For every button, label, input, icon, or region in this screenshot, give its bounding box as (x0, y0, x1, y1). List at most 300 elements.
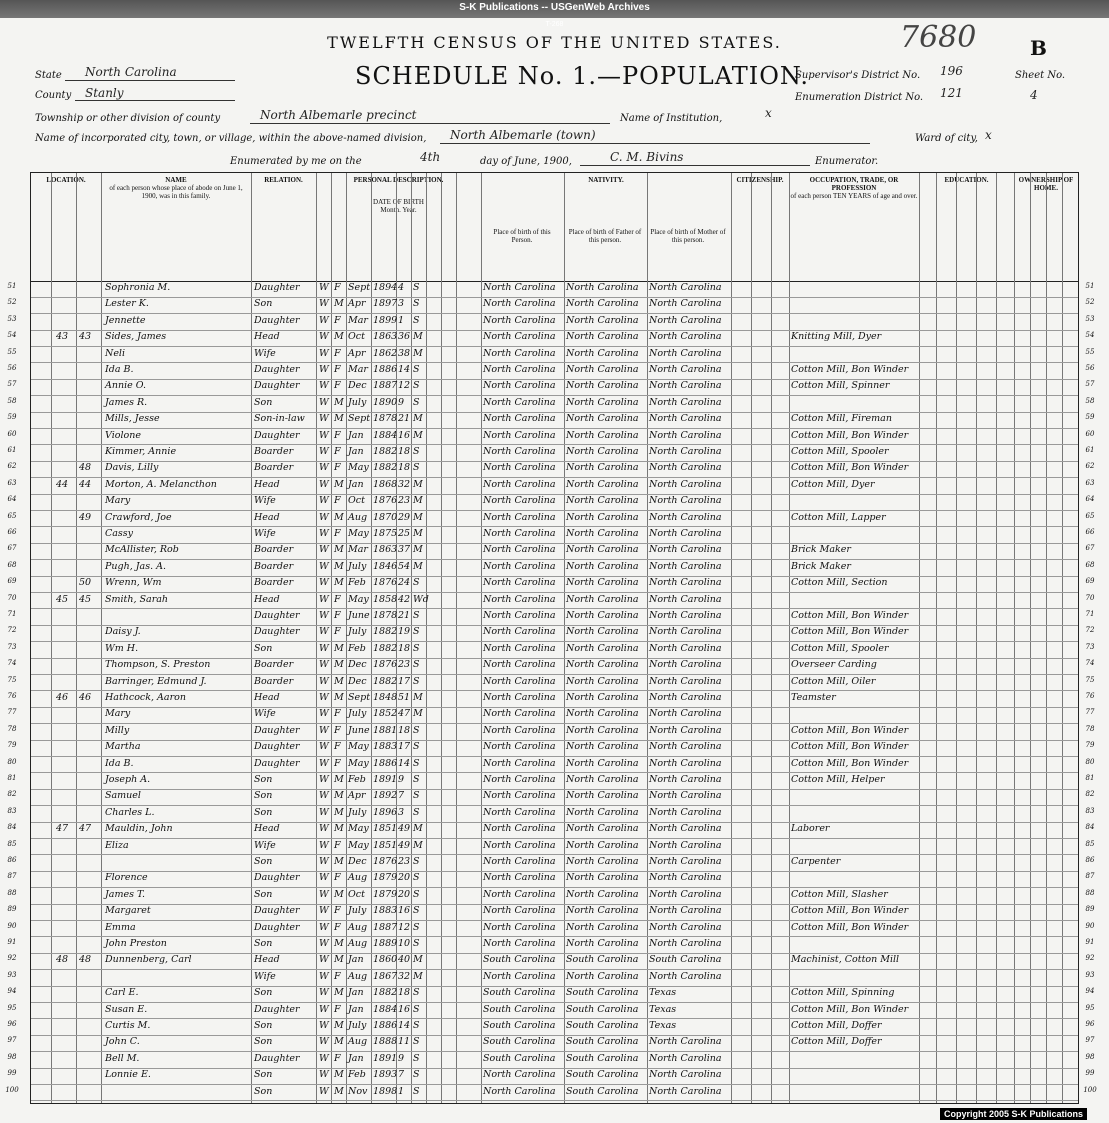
cell-mother: North Carolina (649, 675, 722, 687)
cell-birth: North Carolina (483, 856, 556, 867)
census-table (5, 172, 1097, 1104)
cell-rel: Son (254, 790, 273, 802)
county-value: Stanly (85, 86, 124, 100)
table-row (7, 543, 1095, 560)
cell-month: July (348, 806, 367, 818)
cell-sex: F (334, 495, 341, 507)
cell-mother: North Carolina (649, 478, 722, 490)
cell-mother: North Carolina (649, 544, 722, 556)
cell-sex: F (334, 347, 341, 359)
table-row (7, 953, 1095, 970)
cell-year: 1882 (373, 462, 398, 474)
cell-age: 11 (398, 1036, 411, 1048)
cell-year: 1878 (373, 413, 398, 425)
line-number: 77 (7, 708, 17, 717)
table-row (7, 445, 1095, 462)
cell-race: W (319, 298, 329, 310)
line-number-right: 63 (1085, 478, 1095, 487)
enumerator-label: Enumerator. (815, 156, 879, 167)
cell-name: Smith, Sarah (105, 593, 169, 605)
cell-mother: North Carolina (649, 446, 722, 457)
table-row (7, 1068, 1095, 1085)
cell-year: 1879 (373, 888, 398, 900)
line-number-right: 94 (1085, 987, 1095, 996)
schedule-title: SCHEDULE No. 1.—POPULATION. (355, 62, 809, 90)
cell-rel: Son (254, 856, 273, 867)
line-number-right: 74 (1085, 659, 1095, 668)
cell-name: Kimmer, Annie (105, 446, 177, 457)
line-number: 86 (7, 856, 17, 864)
line-number-right: 65 (1085, 511, 1095, 520)
cell-ms: M (413, 495, 423, 507)
cell-mother: North Carolina (649, 380, 722, 392)
line-number: 56 (7, 364, 17, 372)
city-value: North Albemarle (town) (450, 128, 596, 142)
cell-birth: North Carolina (483, 429, 556, 441)
cell-father: South Carolina (566, 1052, 639, 1064)
cell-year: 1848 (373, 692, 398, 703)
cell-birth: North Carolina (483, 724, 556, 736)
cell-sex: M (334, 774, 344, 785)
table-row (7, 839, 1095, 856)
cell-race: W (319, 380, 329, 392)
cell-ms: M (413, 544, 423, 556)
cell-name: Cassy (105, 528, 134, 539)
cell-birth: North Carolina (483, 544, 556, 556)
cell-mother: North Carolina (649, 659, 722, 671)
line-number: 66 (7, 528, 17, 536)
cell-race: W (319, 495, 329, 507)
cell-rel: Daughter (254, 724, 300, 736)
cell-rel: Daughter (254, 905, 300, 917)
cell-age: 12 (398, 921, 411, 933)
cell-year: 1875 (373, 528, 398, 539)
cell-year: 1892 (373, 790, 398, 802)
cell-dw: 48 (56, 954, 69, 966)
township-value: North Albemarle precinct (260, 108, 417, 122)
col-personal: PERSONAL DESCRIPTION. DATE OF BIRTH Month. Year. (316, 173, 482, 281)
cell-rel: Son (254, 888, 273, 900)
cell-year: 1862 (373, 347, 398, 359)
cell-rel: Son (254, 1020, 273, 1031)
cell-ms: S (413, 282, 420, 293)
cell-ms: M (413, 347, 423, 359)
cell-month: Jan (348, 478, 364, 490)
cell-father: North Carolina (566, 314, 639, 326)
line-number: 87 (7, 872, 17, 881)
cell-mother: North Carolina (649, 839, 722, 851)
cell-sex: M (334, 413, 344, 425)
cell-race: W (319, 413, 329, 425)
cell-month: Dec (348, 659, 367, 671)
cell-father: North Carolina (566, 970, 639, 982)
cell-sex: M (334, 806, 344, 818)
line-number: 51 (7, 282, 17, 290)
line-number-right: 79 (1085, 741, 1095, 750)
cell-name: Eliza (105, 839, 129, 851)
cell-dw: 43 (56, 331, 69, 343)
cell-mother: Texas (649, 1020, 677, 1031)
handwritten-number: 7680 (900, 20, 977, 55)
cell-rel: Son (254, 1036, 273, 1048)
cell-occ: Machinist, Cotton Mill (791, 954, 900, 966)
line-number-right: 81 (1085, 774, 1095, 782)
cell-rel: Daughter (254, 741, 300, 753)
cell-father: North Carolina (566, 708, 639, 720)
cell-year: 1890 (373, 396, 398, 408)
cell-father: South Carolina (566, 1085, 639, 1097)
cell-occ: Cotton Mill, Section (791, 577, 888, 589)
cell-rel: Daughter (254, 872, 300, 884)
cell-race: W (319, 806, 329, 818)
cell-mother: North Carolina (649, 806, 722, 818)
cell-mother: North Carolina (649, 921, 722, 933)
cell-year: 1870 (373, 511, 398, 523)
cell-name: Curtis M. (105, 1020, 151, 1031)
cell-mother: North Carolina (649, 282, 722, 293)
cell-sex: F (334, 282, 341, 293)
line-number-right: 84 (1085, 823, 1095, 832)
table-row (7, 773, 1095, 790)
cell-fam: 48 (79, 954, 92, 966)
state-value: North Carolina (85, 65, 177, 79)
cell-rel: Boarder (254, 560, 294, 572)
cell-father: North Carolina (566, 659, 639, 671)
table-row (7, 921, 1095, 938)
cell-race: W (319, 872, 329, 884)
cell-rel: Head (254, 593, 280, 605)
cell-sex: M (334, 938, 344, 949)
cell-mother: North Carolina (649, 856, 722, 867)
institution-value: x (765, 106, 772, 120)
cell-rel: Head (254, 331, 280, 343)
line-number-right: 72 (1085, 626, 1095, 635)
cell-fam: 48 (79, 462, 92, 474)
cell-rel: Boarder (254, 446, 294, 457)
line-number: 88 (7, 888, 17, 897)
cell-ms: S (413, 659, 420, 671)
cell-month: Oct (348, 495, 365, 507)
cell-birth: North Carolina (483, 298, 556, 310)
cell-occ: Cotton Mill, Bon Winder (791, 462, 909, 474)
line-number: 97 (7, 1036, 17, 1045)
cell-occ: Cotton Mill, Bon Winder (791, 1003, 909, 1015)
cell-birth: North Carolina (483, 1085, 556, 1097)
cell-rel: Son (254, 938, 273, 949)
line-number: 84 (7, 823, 17, 832)
cell-name: Sophronia M. (105, 282, 171, 293)
cell-birth: North Carolina (483, 314, 556, 326)
cell-race: W (319, 724, 329, 736)
col-location: LOCATION. (31, 173, 102, 281)
cell-month: Dec (348, 675, 367, 687)
cell-rel: Son (254, 1085, 273, 1097)
cell-age: 21 (398, 413, 411, 425)
line-number: 99 (7, 1069, 17, 1078)
cell-rel: Head (254, 478, 280, 490)
cell-year: 1894 (373, 282, 398, 293)
cell-mother: Texas (649, 987, 677, 999)
cell-race: W (319, 446, 329, 457)
table-row (7, 379, 1095, 396)
table-row (7, 1052, 1095, 1069)
line-number: 100 (5, 1085, 19, 1094)
cell-race: W (319, 626, 329, 638)
cell-name: John C. (105, 1036, 140, 1048)
cell-mother: North Carolina (649, 790, 722, 802)
cell-name: Joseph A. (105, 774, 151, 785)
cell-father: North Carolina (566, 938, 639, 949)
cell-month: May (348, 839, 369, 851)
line-number: 74 (7, 659, 17, 668)
line-number-right: 51 (1085, 282, 1095, 290)
line-number: 57 (7, 380, 17, 389)
cell-sex: M (334, 1085, 344, 1097)
table-row (7, 297, 1095, 314)
cell-birth: North Carolina (483, 938, 556, 949)
line-number: 75 (7, 675, 17, 684)
line-number-right: 78 (1085, 724, 1095, 733)
cell-year: 1883 (373, 741, 398, 753)
cell-name: John Preston (105, 938, 167, 949)
cell-sex: M (334, 987, 344, 999)
cell-sex: M (334, 544, 344, 556)
cell-race: W (319, 610, 329, 621)
cell-race: W (319, 429, 329, 441)
cell-occ: Cotton Mill, Bon Winder (791, 610, 909, 621)
cell-father: South Carolina (566, 1020, 639, 1031)
cell-sex: M (334, 675, 344, 687)
table-row (7, 625, 1095, 642)
cell-month: Aug (348, 872, 368, 884)
cell-year: 1891 (373, 1052, 398, 1064)
cell-father: North Carolina (566, 593, 639, 605)
cell-ms: S (413, 462, 420, 474)
cell-occ: Cotton Mill, Fireman (791, 413, 892, 425)
cell-sex: F (334, 462, 341, 474)
cell-race: W (319, 528, 329, 539)
cell-father: North Carolina (566, 921, 639, 933)
city-line (440, 143, 870, 144)
cell-birth: North Carolina (483, 478, 556, 490)
banner-sub: T-268 (545, 21, 564, 28)
cell-occ: Cotton Mill, Bon Winder (791, 741, 909, 753)
cell-birth: South Carolina (483, 1052, 556, 1064)
table-row (7, 888, 1095, 905)
cell-sex: F (334, 921, 341, 933)
cell-sex: F (334, 872, 341, 884)
table-row (7, 1003, 1095, 1020)
cell-father: South Carolina (566, 1069, 639, 1081)
cell-sex: F (334, 446, 341, 457)
cell-ms: M (413, 511, 423, 523)
cell-mother: North Carolina (649, 429, 722, 441)
cell-mother: North Carolina (649, 642, 722, 654)
cell-age: 14 (398, 1020, 411, 1031)
table-row (7, 986, 1095, 1003)
cell-birth: North Carolina (483, 839, 556, 851)
line-number: 63 (7, 478, 17, 487)
cell-father: North Carolina (566, 380, 639, 392)
cell-mother: North Carolina (649, 495, 722, 507)
cell-year: 1879 (373, 872, 398, 884)
cell-name: Martha (105, 741, 141, 753)
cell-father: North Carolina (566, 396, 639, 408)
cell-month: Sept (348, 413, 371, 425)
line-number: 76 (7, 692, 17, 700)
cell-fam: 43 (79, 331, 92, 343)
cell-race: W (319, 757, 329, 769)
line-number-right: 71 (1085, 610, 1095, 618)
cell-sex: M (334, 478, 344, 490)
cell-birth: North Carolina (483, 642, 556, 654)
table-row (7, 429, 1095, 446)
cell-sex: F (334, 1052, 341, 1064)
supervisor-label: Supervisor's District No. (795, 70, 921, 81)
cell-ms: S (413, 1052, 420, 1064)
enumerated-day: 4th (420, 150, 441, 164)
cell-race: W (319, 544, 329, 556)
cell-age: 4 (398, 282, 405, 293)
cell-name: Susan E. (105, 1003, 148, 1015)
cell-year: 1884 (373, 429, 398, 441)
cell-father: North Carolina (566, 577, 639, 589)
cell-ms: M (413, 478, 423, 490)
cell-race: W (319, 692, 329, 703)
table-row (7, 855, 1095, 872)
col-education: EDUCATION. (919, 173, 1015, 281)
cell-father: North Carolina (566, 790, 639, 802)
cell-occ: Cotton Mill, Bon Winder (791, 364, 909, 375)
cell-ms: S (413, 724, 420, 736)
cell-month: Jan (348, 1003, 364, 1015)
cell-ms: S (413, 938, 420, 949)
cell-birth: North Carolina (483, 823, 556, 835)
cell-year: 1878 (373, 610, 398, 621)
table-row (7, 281, 1095, 298)
cell-name: James R. (105, 396, 148, 408)
cell-month: July (348, 708, 367, 720)
cell-month: Oct (348, 331, 365, 343)
cell-occ: Cotton Mill, Spooler (791, 642, 889, 654)
cell-age: 9 (398, 774, 405, 785)
cell-name: Violone (105, 429, 141, 441)
cell-ms: M (413, 429, 423, 441)
cell-age: 49 (398, 839, 411, 851)
cell-ms: S (413, 987, 420, 999)
cell-ms: Wd (413, 593, 429, 605)
table-row (7, 822, 1095, 839)
cell-occ: Cotton Mill, Bon Winder (791, 905, 909, 917)
cell-sex: M (334, 331, 344, 343)
table-row (7, 871, 1095, 888)
line-number: 53 (7, 314, 17, 323)
cell-month: Dec (348, 380, 367, 392)
cell-father: South Carolina (566, 1036, 639, 1048)
cell-month: Jan (348, 987, 364, 999)
cell-ms: M (413, 331, 423, 343)
cell-sex: M (334, 298, 344, 310)
cell-birth: North Carolina (483, 364, 556, 375)
cell-year: 1886 (373, 364, 398, 375)
cell-month: May (348, 741, 369, 753)
cell-year: 1889 (373, 938, 398, 949)
cell-occ: Cotton Mill, Spinner (791, 380, 890, 392)
cell-month: Mar (348, 364, 368, 375)
cell-month: Apr (348, 298, 366, 310)
cell-mother: North Carolina (649, 757, 722, 769)
line-number: 73 (7, 642, 17, 651)
line-number-right: 52 (1085, 298, 1095, 307)
cell-year: 1846 (373, 560, 398, 572)
cell-race: W (319, 1036, 329, 1048)
cell-ms: S (413, 856, 420, 867)
cell-father: North Carolina (566, 675, 639, 687)
cell-year: 1882 (373, 642, 398, 654)
township-line (250, 123, 610, 124)
cell-father: North Carolina (566, 757, 639, 769)
cell-race: W (319, 642, 329, 654)
cell-birth: North Carolina (483, 675, 556, 687)
line-number: 89 (7, 905, 17, 914)
line-number-right: 66 (1085, 528, 1095, 536)
cell-ms: S (413, 380, 420, 392)
cell-name: Jennette (105, 314, 146, 326)
cell-year: 1893 (373, 1069, 398, 1081)
line-number-right: 73 (1085, 642, 1095, 651)
line-number: 67 (7, 544, 17, 553)
table-row (7, 691, 1095, 708)
cell-rel: Daughter (254, 1003, 300, 1015)
cell-year: 1898 (373, 1085, 398, 1097)
cell-birth: North Carolina (483, 790, 556, 802)
cell-race: W (319, 921, 329, 933)
township-label: Township or other division of county (35, 113, 221, 124)
cell-year: 1886 (373, 1020, 398, 1031)
cell-mother: North Carolina (649, 692, 722, 703)
table-row (7, 675, 1095, 692)
cell-father: North Carolina (566, 642, 639, 654)
cell-birth: North Carolina (483, 708, 556, 720)
enumerated-label: Enumerated by me on the (230, 156, 362, 167)
cell-mother: North Carolina (649, 331, 722, 343)
cell-sex: M (334, 511, 344, 523)
cell-age: 42 (398, 593, 411, 605)
table-row (7, 707, 1095, 724)
cell-birth: North Carolina (483, 970, 556, 982)
line-number-right: 97 (1085, 1036, 1095, 1045)
cell-occ: Cotton Mill, Bon Winder (791, 724, 909, 736)
line-number-right: 61 (1085, 446, 1095, 454)
cell-rel: Son (254, 298, 273, 310)
line-number-right: 100 (1083, 1085, 1097, 1094)
line-number-right: 90 (1085, 921, 1095, 930)
cell-ms: S (413, 921, 420, 933)
cell-ms: S (413, 298, 420, 310)
cell-mother: North Carolina (649, 823, 722, 835)
line-number: 70 (7, 593, 17, 602)
cell-birth: North Carolina (483, 593, 556, 605)
cell-father: North Carolina (566, 364, 639, 375)
cell-sex: F (334, 380, 341, 392)
line-number: 83 (7, 806, 17, 815)
cell-name: Mills, Jesse (105, 413, 160, 425)
cell-age: 36 (398, 331, 411, 343)
cell-father: North Carolina (566, 298, 639, 310)
table-row (7, 937, 1095, 954)
cell-age: 18 (398, 462, 411, 474)
cell-year: 1888 (373, 1036, 398, 1048)
